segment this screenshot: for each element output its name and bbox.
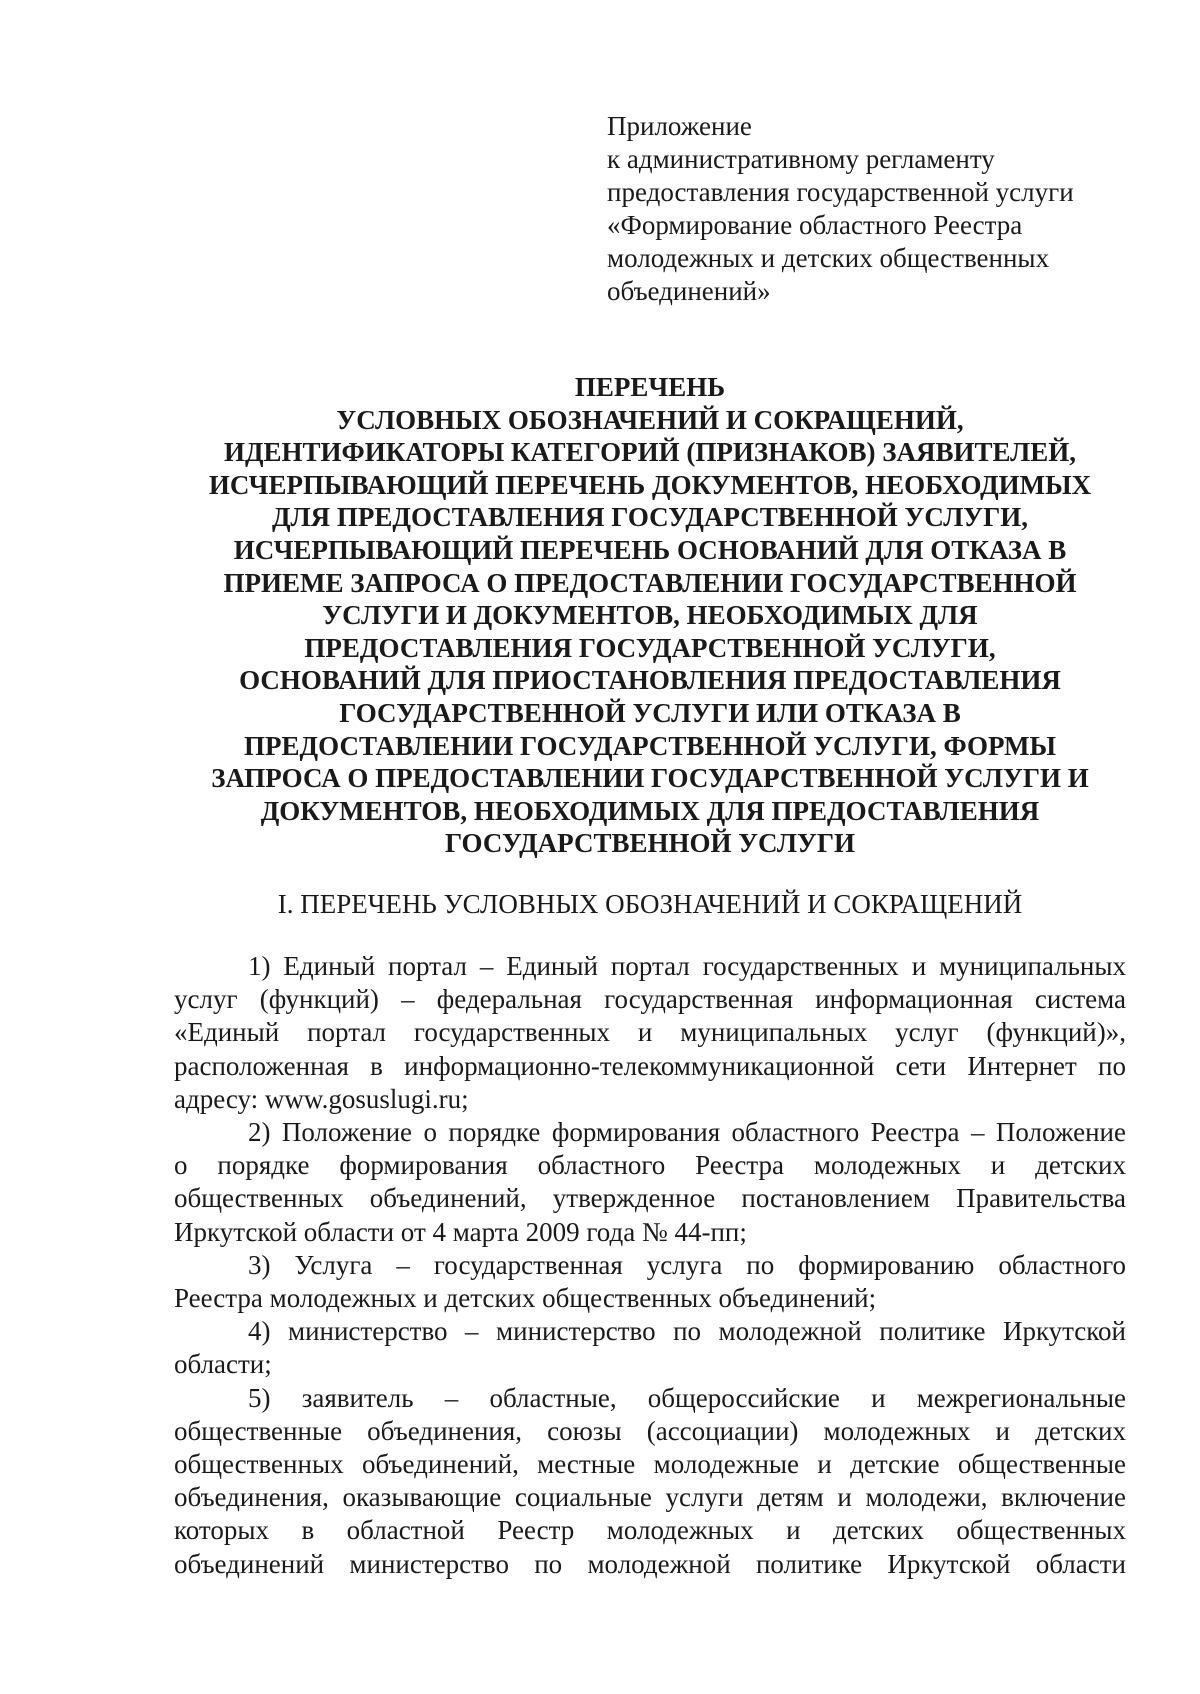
paragraph-line: объединения, оказывающие социальные услуги детям и молодежи, включение <box>174 1482 1126 1513</box>
appendix-line: «Формирование областного Реестра <box>607 210 1023 240</box>
paragraph-line: Иркутской области от 4 марта 2009 года № 44-пп; <box>174 1216 747 1247</box>
paragraph-line: «Единый портал государственных и муниципальных услуг (функций)», <box>174 1017 1126 1048</box>
paragraph-line: которых в областной Реестр молодежных и детских общественных <box>174 1515 1126 1546</box>
paragraph-1 <box>174 950 1126 1116</box>
appendix-line: предоставления государственной услуги <box>607 177 1074 207</box>
paragraph-line: общественных объединений, утвержденное постановлением Правительства <box>174 1183 1126 1214</box>
title-line: ДЛЯ ПРЕДОСТАВЛЕНИЯ ГОСУДАРСТВЕННОЙ УСЛУГИ, <box>271 502 1029 533</box>
title-line: ПРИЕМЕ ЗАПРОСА О ПРЕДОСТАВЛЕНИИ ГОСУДАРСТВЕННОЙ <box>223 567 1077 598</box>
title-line: ГОСУДАРСТВЕННОЙ УСЛУГИ ИЛИ ОТКАЗА В <box>339 697 961 728</box>
title-line: УСЛУГИ И ДОКУМЕНТОВ, НЕОБХОДИМЫХ ДЛЯ <box>322 600 978 631</box>
appendix-line: молодежных и детских общественных <box>607 243 1050 273</box>
paragraph-line: 3) Услуга – государственная услуга по формированию областного <box>248 1249 1126 1280</box>
paragraph-line: области; <box>174 1349 272 1380</box>
paragraph-line: расположенная в информационно-телекоммуникационной сети Интернет по <box>174 1050 1126 1081</box>
paragraph-line: 2) Положение о порядке формирования областного Реестра – Положение <box>248 1117 1126 1148</box>
body-text <box>174 950 1126 1581</box>
paragraph-line: адресу: www.gosuslugi.ru; <box>174 1083 469 1114</box>
title-line: ЗАПРОСА О ПРЕДОСТАВЛЕНИИ ГОСУДАРСТВЕННОЙ УСЛУГИ И <box>211 763 1089 794</box>
paragraph-line: 5) заявитель – областные, общероссийские и межрегиональные <box>248 1382 1126 1413</box>
appendix-line: объединений» <box>607 276 771 306</box>
paragraph-2 <box>174 1116 1126 1249</box>
paragraph-line: о порядке формирования областного Реестра молодежных и детских <box>174 1150 1126 1181</box>
title-line: ПРЕДОСТАВЛЕНИИ ГОСУДАРСТВЕННОЙ УСЛУГИ, ФОРМЫ <box>244 730 1056 761</box>
paragraph-3 <box>174 1249 1126 1315</box>
document-title <box>160 371 1140 860</box>
paragraph-4 <box>174 1315 1126 1381</box>
title-line: ИДЕНТИФИКАТОРЫ КАТЕГОРИЙ (ПРИЗНАКОВ) ЗАЯВИТЕЛЕЙ, <box>223 437 1077 468</box>
appendix-note <box>607 110 1127 308</box>
title-line: УСЛОВНЫХ ОБОЗНАЧЕНИЙ И СОКРАЩЕНИЙ, <box>336 404 964 435</box>
paragraph-line: объединений министерство по молодежной политике Иркутской области <box>174 1548 1126 1579</box>
title-line: ГОСУДАРСТВЕННОЙ УСЛУГИ <box>445 828 855 859</box>
title-line: ОСНОВАНИЙ ДЛЯ ПРИОСТАНОВЛЕНИЯ ПРЕДОСТАВЛЕНИЯ <box>239 665 1061 696</box>
paragraph-line: 4) министерство – министерство по молодежной политике Иркутской <box>248 1316 1126 1347</box>
paragraph-line: Реестра молодежных и детских общественных объединений; <box>174 1283 877 1314</box>
title-line: ИСЧЕРПЫВАЮЩИЙ ПЕРЕЧЕНЬ ОСНОВАНИЙ ДЛЯ ОТКАЗА В <box>233 534 1067 565</box>
title-line: ИСЧЕРПЫВАЮЩИЙ ПЕРЕЧЕНЬ ДОКУМЕНТОВ, НЕОБХОДИМЫХ <box>208 469 1092 500</box>
title-line: ДОКУМЕНТОВ, НЕОБХОДИМЫХ ДЛЯ ПРЕДОСТАВЛЕНИЯ <box>260 795 1040 826</box>
paragraph-5 <box>174 1382 1126 1581</box>
title-line: ПЕРЕЧЕНЬ <box>574 372 726 402</box>
appendix-line: к административному регламенту <box>607 144 995 174</box>
title-line: ПРЕДОСТАВЛЕНИЯ ГОСУДАРСТВЕННОЙ УСЛУГИ, <box>304 632 996 663</box>
paragraph-line: 1) Единый портал – Единый портал государственных и муниципальных <box>248 951 1126 981</box>
paragraph-line: услуг (функций) – федеральная государственная информационная система <box>174 984 1126 1015</box>
paragraph-line: общественные объединения, союзы (ассоциации) молодежных и детских <box>174 1415 1126 1446</box>
paragraph-line: общественных объединений, местные молодежные и детские общественные <box>174 1449 1126 1480</box>
section-heading: I. ПЕРЕЧЕНЬ УСЛОВНЫХ ОБОЗНАЧЕНИЙ И СОКРАЩЕНИЙ <box>277 889 1023 919</box>
appendix-line: Приложение <box>607 111 752 141</box>
